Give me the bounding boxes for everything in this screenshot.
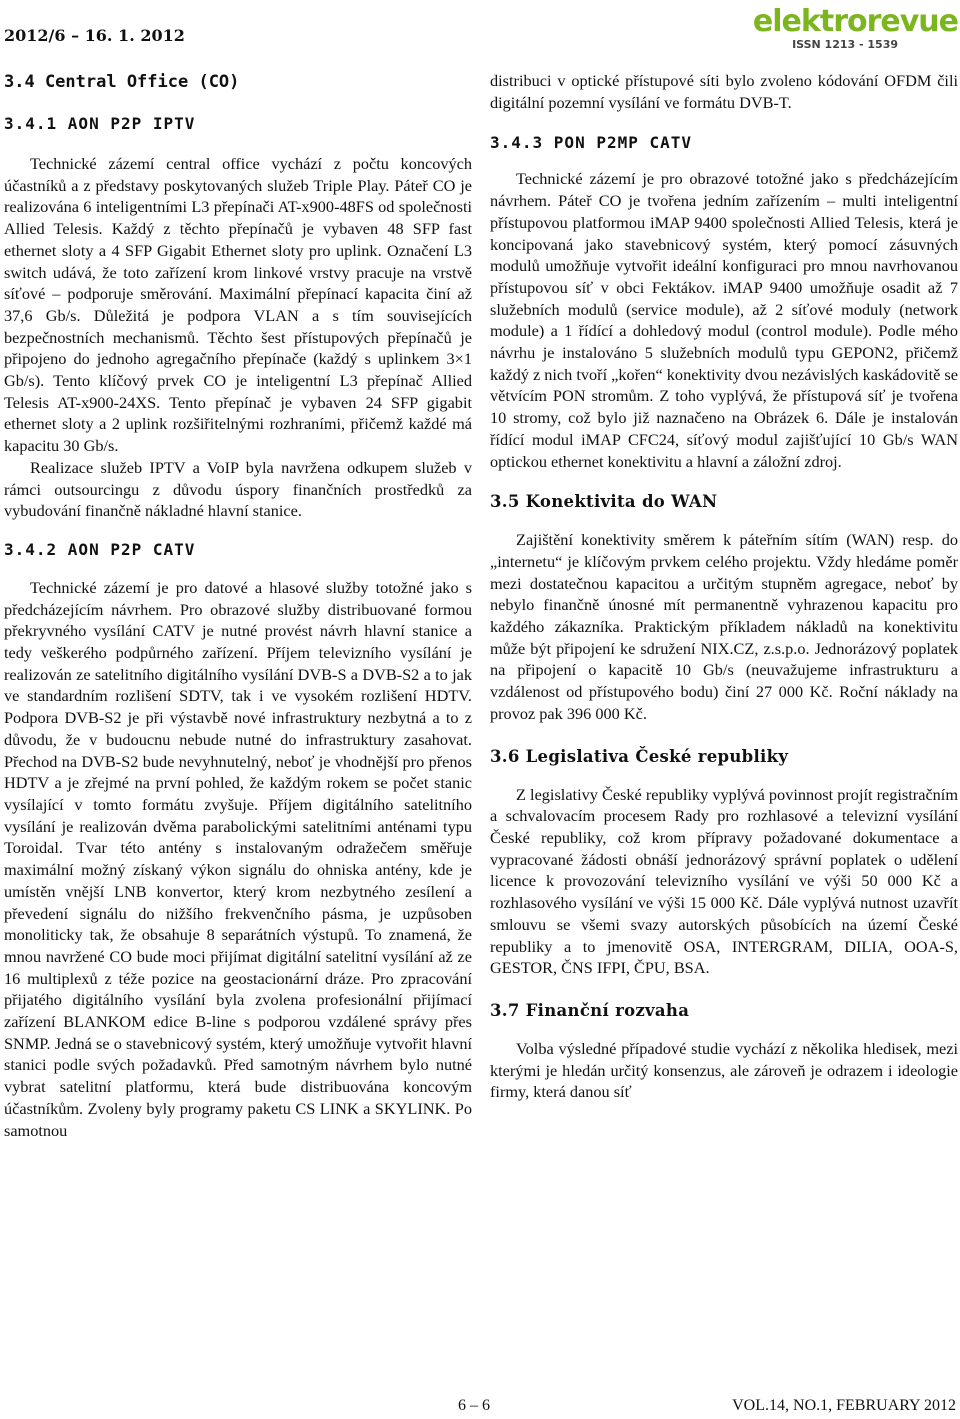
paragraph: Technické zázemí je pro obrazové totožné jako s předcházejícím návrhem. Páteř CO je tvořena jedním zařízením – multi inteligentní přístupovou platformou iMAP 9400 společnosti Allied Telesis, která je koncipovaná jako stavebnicový systém, který pomocí zásuvných modulů umožňuje vytvořit ideální konfiguraci pro mnou navrhovanou přístupovou síť v obci Fektákov. iMAP 9400 umožňuje osadit až 7 služebních modulů (service module), až 2 síťové moduly (network module) a 1 řídící a dohledový modul (control module). Podle mého návrhu je instalováno 5 služebních modulů typu GEPON2, přičemž každý z nich tvoří „kořen“ konektivity dvou nezávislých kaskádovitě se větvícím PON stromům. Z toho vyplývá, že přístupová síť je tvořena 10 stromy, což bylo již naznačeno na Obrázek 6. Dále je instalován řídící modul iMAP CFC24, síťový modul zajišťující 10 Gb/s WAN optickou ethernet konektivitu a hlavní a záložní zdroj.	[490, 169, 958, 471]
logo-wordmark: elektrorevue	[752, 4, 958, 39]
elektrorevue-logo	[743, 4, 958, 52]
heading-pon-p2mp-catv: 3.4.3 PON P2MP CATV	[490, 133, 693, 153]
heading-financni-rozvaha: 3.7 Finanční rozvaha	[490, 1000, 690, 1020]
paragraph: Technické zázemí central office vychází z počtu koncových účastníků a z představy poskytovaných služeb Triple Play. Páteř CO je realizována 6 inteligentními L3 přepínači AT-x900-48FS od společnosti Allied Telesis. Každý z těchto přepínačů je vybaven 48 SFP fast ethernet sloty a 4 SFP Gigabit Ethernet sloty pro uplink. Označení L3 switch udává, že toto zařízení krom linkové vrstvy pracuje na vrstvě síťové – podporuje směrování. Maximální přepínací kapacita činí až 37,6 Gb/s. Důležitá je podpora VLAN a s tím souvisejících bezpečnostních mechanismů. Těchto šest přístupových přepínačů je připojeno do jednoho agregačního přepínače (každý s uplinkem 3×1 Gb/s). Tento klíčový prvek CO je inteligentní L3 přepínač Allied Telesis AT-x900-24XS. Tento přepínač je vybaven 24 SFP gigabit ethernet sloty a 2 uplink rozšiřitelnými rozhraními, přičemž každé má kapacitu 30 Gb/s.	[4, 154, 472, 456]
page-header	[0, 0, 960, 58]
left-column	[4, 70, 472, 1141]
paragraph: Z legislativy České republiky vyplývá povinnost projít registračním a schvalovacím procesem Rady pro rozhlasové a televizní vysílání České republiky, což krom přípravy požadované dokumentace a vypracované žádosti obnáší jednorázový správní poplatek o udělení licence k provozování televizního vysílání ve výši 50 000 Kč a rozhlasového vysílání ve výši 15 000 Kč. Dále vyplývá nutnost uzavřít smlouvu se všemi svazy autorských působících na území České republiky a to jmenovitě OSA, INTERGRAM, DILIA, OOA-S, GESTOR, ČNS IFPI, ČPU, BSA.	[490, 784, 958, 978]
paragraph: Technické zázemí je pro datové a hlasové služby totožné jako s předcházejícím návrhem. Pro obrazové služby distribuované formou překryvného vysílání CATV je nutné provést návrh hlavní stanice a tedy veškerého podpůrného zařízení. Příjem televizního vysílání je realizován ze satelitního digitálního vysílání DVB-S a DVB-S2 a to jak ve standardním rozlišení SDTV, tak i ve vysokém rozlišení HDTV. Podpora DVB-S2 je při výstavbě nové infrastruktury nezbytná a to z důvodu, že v budoucnu nebude nutné do infrastruktury zasahovat. Přechod na DVB-S2 bude nevyhnutelný, neboť je vhodnější pro přenos HDTV a je zřejmé na první pohled, že každým rokem se počet stanic vysílající v tomto formátu zvyšuje. Příjem digitálního satelitního vysílání je realizován dvěma parabolickými satelitními anténami typu Toroidal. Tvar této antény s instalovaným odražečem směřuje maximální možný získaný výkon signálu do ohniska antény, kde je umístěn vnější LNB konvertor, který krom nezbytného zesílení a převedení signálu do nižšího frekvenčního pásma, je uzpůsoben monoliticky tak, že obsahuje 8 separátních výstupů. To znamená, že mnou navržené CO bude moci přijímat digitální satelitní vysílání až ze 16 multiplexů z téže pozice na geostacionární dráze. Pro zpracování přijatého digitálního vysílání byla zvolena profesionální přijímací zařízení BLANKOM edice B-line s podporou vzdálené správy přes SNMP. Jedná se o stavebnicový systém, který umožňuje vytvořit hlavní stanici podle svých požadavků. Před samotným návrhem bylo nutné vybrat satelitní platformu, která bude distribuována koncovým účastníkům. Zvoleny byly programy paketu CS LINK a SKYLINK. Po samotnou	[4, 577, 472, 1140]
issue-date: 2012/6 – 16. 1. 2012	[4, 26, 185, 45]
right-column	[490, 70, 958, 1103]
heading-central-office: 3.4 Central Office (CO)	[4, 72, 240, 92]
paragraph: distribuci v optické přístupové síti bylo zvoleno kódování OFDM čili digitální pozemní vysílání ve formátu DVB-T.	[490, 71, 958, 112]
heading-aon-p2p-catv: 3.4.2 AON P2P CATV	[4, 539, 196, 559]
heading-legislativa: 3.6 Legislativa České republiky	[490, 746, 789, 766]
page-number: 6 – 6	[458, 1397, 490, 1414]
issn-label: ISSN 1213 - 1539	[792, 38, 898, 51]
heading-konektivita-wan: 3.5 Konektivita do WAN	[490, 492, 718, 512]
paragraph: Volba výsledné případové studie vychází z několika hledisek, mezi kterými je hledán určitý konsenzus, ale zároveň je odrazem i ideologie firmy, která danou síť	[490, 1038, 958, 1102]
paragraph: Zajištění konektivity směrem k páteřním sítím (WAN) resp. do „internetu“ je klíčovým prvkem celého projektu. Vždy hledáme poměr mezi dostatečnou kapacitou a určitým stupněm agregace, neboť by nebylo finančně únosné mít permanentně vyhrazenou kapacitu pro každého zákazníka. Praktickým příkladem nákladů na konektivitu může být připojení ke sdružení NIX.CZ, z.s.p.o. Jednorázový poplatek na připojení o kapacitě 10 Gb/s (neuvažujeme infrastrukturu a vzdálenost od přístupového bodu) činí 27 000 Kč. Roční náklady na provoz pak 396 000 Kč.	[490, 530, 958, 723]
heading-aon-p2p-iptv: 3.4.1 AON P2P IPTV	[4, 114, 196, 133]
volume-info: VOL.14, NO.1, FEBRUARY 2012	[732, 1397, 956, 1414]
paragraph: Realizace služeb IPTV a VoIP byla navržena odkupem služeb v rámci outsourcingu z důvodu úspory finančních prostředků za vybudování finančně nákladné hlavní stanice.	[4, 457, 472, 521]
